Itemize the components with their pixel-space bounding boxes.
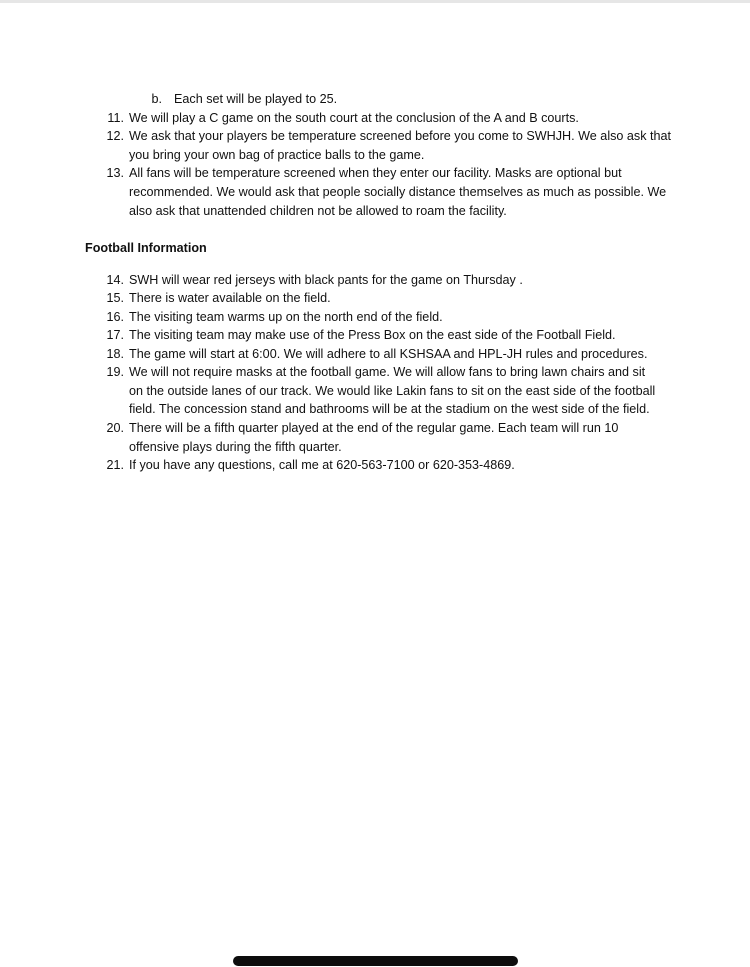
- item-text: We ask that your players be temperature screened before you come to SWHJH. We also ask that: [129, 129, 672, 143]
- item-text: on the outside lanes of our track. We would like Lakin fans to sit on the east side of the football: [129, 384, 656, 398]
- item-text: field. The concession stand and bathrooms will be at the stadium on the west side of the field.: [129, 402, 650, 416]
- item-number: 18.: [106, 347, 124, 361]
- item-text: There will be a fifth quarter played at the end of the regular game. Each team will run 10: [129, 421, 619, 435]
- item-text: you bring your own bag of practice balls to the game.: [129, 148, 425, 162]
- item-text: also ask that unattended children not be allowed to roam the facility.: [129, 204, 507, 218]
- item-text: We will not require masks at the football game. We will allow fans to bring lawn chairs and sit: [129, 365, 646, 379]
- item-number: 12.: [106, 129, 124, 143]
- item-number: 19.: [106, 365, 124, 379]
- item-number: 17.: [106, 328, 124, 342]
- section-heading: Football Information: [85, 241, 207, 255]
- item-text: The visiting team may make use of the Press Box on the east side of the Football Field.: [129, 328, 616, 342]
- home-indicator-bar[interactable]: [233, 956, 518, 966]
- item-number: 11.: [107, 111, 124, 125]
- item-text: offensive plays during the fifth quarter.: [129, 440, 342, 454]
- item-text: All fans will be temperature screened when they enter our facility. Masks are optional but: [129, 166, 622, 180]
- item-text: The game will start at 6:00. We will adhere to all KSHSAA and HPL-JH rules and procedures.: [129, 347, 648, 361]
- sub-item-label: b.: [151, 92, 162, 106]
- item-text: SWH will wear red jerseys with black pants for the game on Thursday .: [129, 273, 523, 287]
- item-number: 15.: [106, 291, 124, 305]
- item-text: We will play a C game on the south court at the conclusion of the A and B courts.: [129, 111, 579, 125]
- item-number: 13.: [106, 166, 124, 180]
- item-number: 20.: [106, 421, 124, 435]
- item-number: 21.: [106, 458, 124, 472]
- item-text: If you have any questions, call me at 620-563-7100 or 620-353-4869.: [129, 458, 515, 472]
- item-number: 14.: [106, 273, 124, 287]
- sub-item-text: Each set will be played to 25.: [174, 92, 338, 106]
- item-text: The visiting team warms up on the north end of the field.: [129, 310, 443, 324]
- item-text: recommended. We would ask that people socially distance themselves as much as possible. We: [129, 185, 667, 199]
- item-text: There is water available on the field.: [129, 291, 331, 305]
- item-number: 16.: [106, 310, 124, 324]
